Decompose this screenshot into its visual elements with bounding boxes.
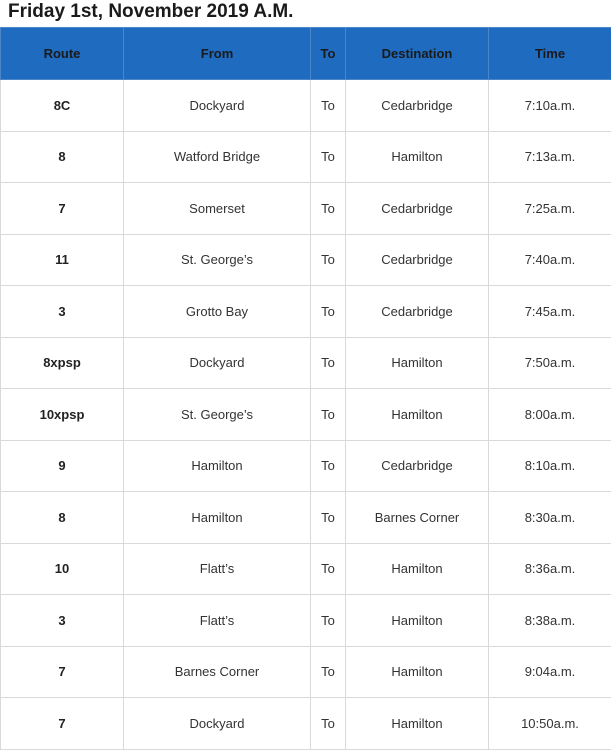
to-cell: To [311,646,346,698]
from-cell: Hamilton [124,492,311,544]
destination-cell: Hamilton [346,646,489,698]
column-header-route: Route [1,28,124,80]
time-cell: 7:40a.m. [489,234,611,286]
column-header-from: From [124,28,311,80]
from-cell: Dockyard [124,337,311,389]
route-cell: 10 [1,543,124,595]
to-cell: To [311,80,346,132]
time-cell: 8:36a.m. [489,543,611,595]
table-row [1,595,611,647]
to-cell: To [311,440,346,492]
route-cell: 7 [1,646,124,698]
destination-cell: Hamilton [346,595,489,647]
from-cell: Flatt’s [124,543,311,595]
table-row [1,131,611,183]
destination-cell: Cedarbridge [346,440,489,492]
from-cell: St. George’s [124,234,311,286]
table-row [1,646,611,698]
destination-cell: Cedarbridge [346,80,489,132]
page-title: Friday 1st, November 2019 A.M. [8,1,294,22]
table-body [1,80,611,750]
to-cell: To [311,543,346,595]
time-cell: 8:10a.m. [489,440,611,492]
header-row [1,28,611,80]
time-cell: 8:30a.m. [489,492,611,544]
column-header-to: To [311,28,346,80]
from-cell: Hamilton [124,440,311,492]
route-cell: 7 [1,698,124,750]
table-row [1,234,611,286]
time-cell: 8:38a.m. [489,595,611,647]
column-header-time: Time [489,28,611,80]
table-row [1,80,611,132]
destination-cell: Hamilton [346,698,489,750]
route-cell: 11 [1,234,124,286]
time-cell: 7:45a.m. [489,286,611,338]
to-cell: To [311,286,346,338]
from-cell: Watford Bridge [124,131,311,183]
from-cell: Barnes Corner [124,646,311,698]
to-cell: To [311,595,346,647]
destination-cell: Hamilton [346,131,489,183]
destination-cell: Cedarbridge [346,183,489,235]
time-cell: 10:50a.m. [489,698,611,750]
from-cell: Dockyard [124,698,311,750]
destination-cell: Hamilton [346,543,489,595]
table-row [1,440,611,492]
destination-cell: Hamilton [346,337,489,389]
destination-cell: Hamilton [346,389,489,441]
route-cell: 3 [1,595,124,647]
destination-cell: Cedarbridge [346,286,489,338]
route-cell: 8 [1,492,124,544]
to-cell: To [311,183,346,235]
column-header-destination: Destination [346,28,489,80]
time-cell: 7:10a.m. [489,80,611,132]
from-cell: Dockyard [124,80,311,132]
from-cell: Flatt’s [124,595,311,647]
route-cell: 8 [1,131,124,183]
from-cell: Somerset [124,183,311,235]
route-cell: 7 [1,183,124,235]
table-row [1,543,611,595]
to-cell: To [311,234,346,286]
bus-schedule-table [0,27,611,750]
time-cell: 7:50a.m. [489,337,611,389]
time-cell: 8:00a.m. [489,389,611,441]
from-cell: Grotto Bay [124,286,311,338]
table-header [1,28,611,80]
table-row [1,492,611,544]
to-cell: To [311,698,346,750]
time-cell: 9:04a.m. [489,646,611,698]
route-cell: 10xpsp [1,389,124,441]
table-row [1,337,611,389]
table-row [1,389,611,441]
from-cell: St. George’s [124,389,311,441]
route-cell: 8xpsp [1,337,124,389]
table-row [1,183,611,235]
to-cell: To [311,389,346,441]
route-cell: 3 [1,286,124,338]
destination-cell: Cedarbridge [346,234,489,286]
to-cell: To [311,492,346,544]
table-row [1,286,611,338]
time-cell: 7:25a.m. [489,183,611,235]
to-cell: To [311,337,346,389]
route-cell: 8C [1,80,124,132]
route-cell: 9 [1,440,124,492]
to-cell: To [311,131,346,183]
time-cell: 7:13a.m. [489,131,611,183]
destination-cell: Barnes Corner [346,492,489,544]
table-row [1,698,611,750]
